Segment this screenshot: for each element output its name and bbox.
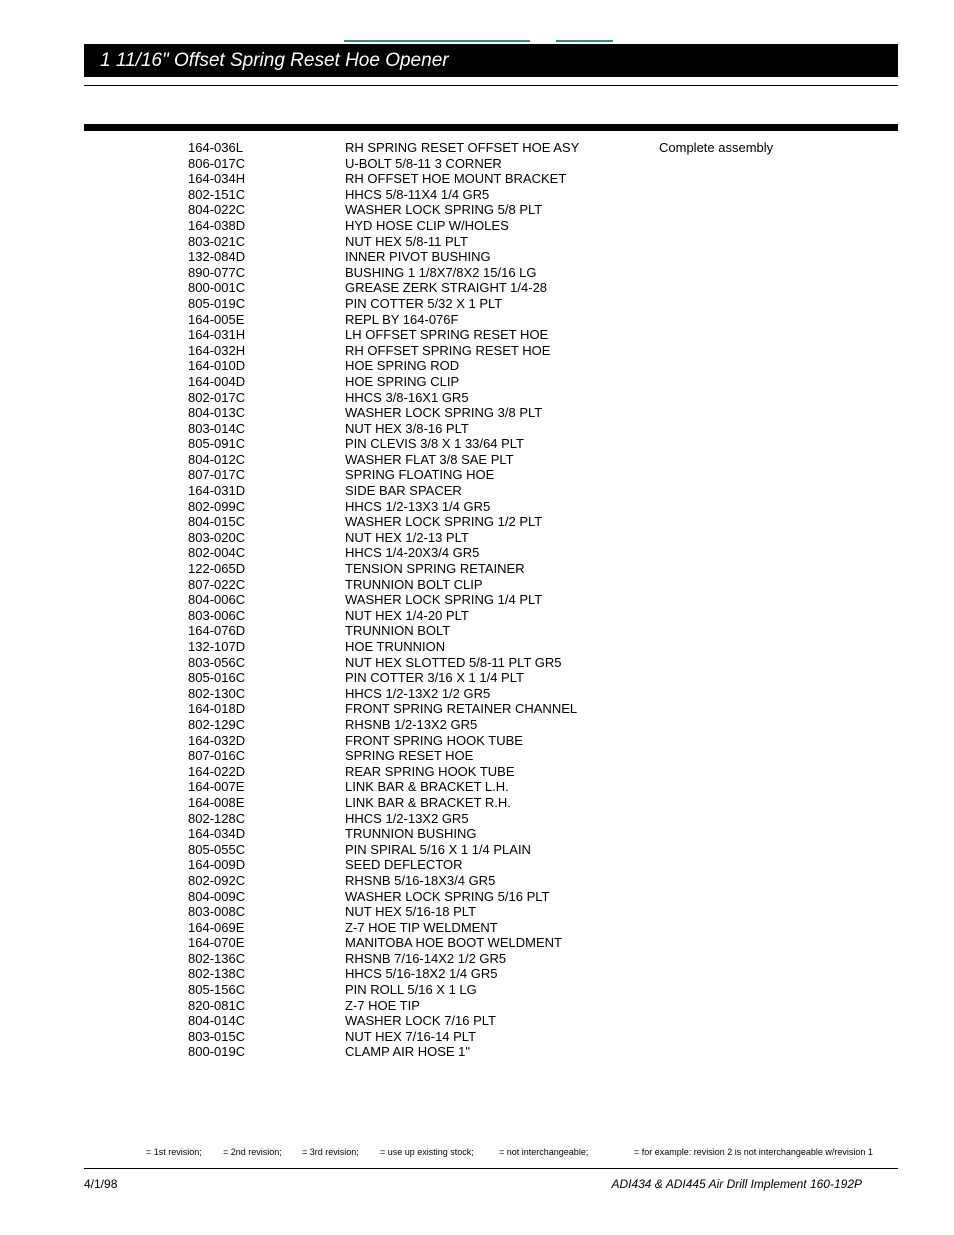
part-description: TRUNNION BUSHING xyxy=(345,826,477,842)
part-description: NUT HEX 1/4-20 PLT xyxy=(345,607,469,623)
part-description: HOE SPRING ROD xyxy=(345,358,460,374)
table-row xyxy=(0,312,954,328)
part-number: 164-031H xyxy=(188,327,246,343)
table-row xyxy=(0,421,954,437)
part-number: 804-012C xyxy=(188,451,246,467)
part-number: 802-130C xyxy=(188,685,246,701)
part-description: LH OFFSET SPRING RESET HOE xyxy=(345,327,549,343)
part-description: FRONT SPRING HOOK TUBE xyxy=(345,732,523,748)
part-description: RHSNB 5/16-18X3/4 GR5 xyxy=(345,872,496,888)
part-description: NUT HEX SLOTTED 5/8-11 PLT GR5 xyxy=(345,654,562,670)
table-row xyxy=(0,483,954,499)
table-row xyxy=(0,826,954,842)
table-row xyxy=(0,623,954,639)
table-row xyxy=(0,218,954,234)
part-description: GREASE ZERK STRAIGHT 1/4-28 xyxy=(345,280,548,296)
table-row xyxy=(0,748,954,764)
part-description: REPL BY 164-076F xyxy=(345,311,459,327)
part-number: 164-018D xyxy=(188,701,246,717)
part-description: HHCS 1/2-13X3 1/4 GR5 xyxy=(345,498,491,514)
part-number: 164-038D xyxy=(188,217,246,233)
table-row xyxy=(0,1029,954,1045)
table-row xyxy=(0,701,954,717)
table-row xyxy=(0,686,954,702)
part-number: 803-020C xyxy=(188,529,246,545)
part-description: INNER PIVOT BUSHING xyxy=(345,249,491,265)
table-row xyxy=(0,873,954,889)
part-number: 804-013C xyxy=(188,405,246,421)
table-row xyxy=(0,296,954,312)
part-number: 802-128C xyxy=(188,810,246,826)
top-nav-link-1[interactable] xyxy=(344,40,530,42)
part-number: 164-008E xyxy=(188,794,245,810)
table-row xyxy=(0,140,954,156)
table-row xyxy=(0,374,954,390)
table-row xyxy=(0,343,954,359)
parts-list xyxy=(0,140,954,1060)
table-row xyxy=(0,514,954,530)
table-row xyxy=(0,920,954,936)
part-description: PIN CLEVIS 3/8 X 1 33/64 PLT xyxy=(345,436,524,452)
table-row xyxy=(0,592,954,608)
table-row xyxy=(0,202,954,218)
part-number: 804-014C xyxy=(188,1013,246,1029)
part-number: 804-022C xyxy=(188,202,246,218)
part-number: 800-019C xyxy=(188,1044,246,1060)
part-description: RH OFFSET HOE MOUNT BRACKET xyxy=(345,171,567,187)
part-number: 807-016C xyxy=(188,748,246,764)
table-row xyxy=(0,998,954,1014)
legend-item-1st-revision: = 1st revision; xyxy=(146,1147,202,1157)
table-row xyxy=(0,966,954,982)
part-description: CLAMP AIR HOSE 1" xyxy=(345,1044,471,1060)
part-number: 806-017C xyxy=(188,155,246,171)
part-description: HHCS 5/16-18X2 1/4 GR5 xyxy=(345,966,498,982)
table-row xyxy=(0,577,954,593)
table-row xyxy=(0,951,954,967)
part-number: 802-138C xyxy=(188,966,246,982)
part-description: FRONT SPRING RETAINER CHANNEL xyxy=(345,701,578,717)
part-description: RHSNB 1/2-13X2 GR5 xyxy=(345,716,478,732)
part-number: 807-022C xyxy=(188,576,246,592)
part-description: HHCS 3/8-16X1 GR5 xyxy=(345,389,469,405)
part-number: 820-081C xyxy=(188,997,246,1013)
part-number: 802-136C xyxy=(188,950,246,966)
part-description: TENSION SPRING RETAINER xyxy=(345,561,525,577)
part-description: NUT HEX 5/16-18 PLT xyxy=(345,904,477,920)
part-description: WASHER LOCK SPRING 1/4 PLT xyxy=(345,592,543,608)
part-number: 802-092C xyxy=(188,872,246,888)
table-row xyxy=(0,935,954,951)
table-row xyxy=(0,405,954,421)
part-description: HHCS 1/4-20X3/4 GR5 xyxy=(345,545,480,561)
table-row xyxy=(0,234,954,250)
legend-item-example: = for example: revision 2 is not interchangeable w/revision 1 xyxy=(634,1147,873,1157)
part-description: SPRING RESET HOE xyxy=(345,748,474,764)
part-number: 802-151C xyxy=(188,186,246,202)
part-description: PIN SPIRAL 5/16 X 1 1/4 PLAIN xyxy=(345,841,531,857)
revision-legend xyxy=(0,1146,954,1160)
part-number: 804-015C xyxy=(188,514,246,530)
part-number: 164-032H xyxy=(188,342,246,358)
part-description: REAR SPRING HOOK TUBE xyxy=(345,763,515,779)
table-row xyxy=(0,561,954,577)
table-row xyxy=(0,795,954,811)
part-number: 807-017C xyxy=(188,467,246,483)
part-description: NUT HEX 7/16-14 PLT xyxy=(345,1028,477,1044)
part-description: TRUNNION BOLT xyxy=(345,623,451,639)
part-description: PIN ROLL 5/16 X 1 LG xyxy=(345,982,477,998)
part-description: PIN COTTER 5/32 X 1 PLT xyxy=(345,295,503,311)
part-description: HOE TRUNNION xyxy=(345,639,446,654)
table-row xyxy=(0,733,954,749)
table-row xyxy=(0,499,954,515)
part-number: 803-014C xyxy=(188,420,246,436)
part-description: MANITOBA HOE BOOT WELDMENT xyxy=(345,935,562,951)
parts-list-top-rule xyxy=(84,124,898,131)
table-row xyxy=(0,842,954,858)
part-number: 802-004C xyxy=(188,545,246,561)
part-description: LINK BAR & BRACKET L.H. xyxy=(345,779,509,795)
part-description: NUT HEX 1/2-13 PLT xyxy=(345,529,469,545)
table-row xyxy=(0,889,954,905)
part-number: 804-006C xyxy=(188,592,246,608)
table-row xyxy=(0,1044,954,1060)
part-description: WASHER FLAT 3/8 SAE PLT xyxy=(345,451,514,467)
part-description: Z-7 HOE TIP xyxy=(345,997,420,1013)
part-number: 164-031D xyxy=(188,483,246,499)
page-title: 1 11/16" Offset Spring Reset Hoe Opener xyxy=(100,50,449,71)
part-number: 805-016C xyxy=(188,670,246,686)
part-number: 802-129C xyxy=(188,716,246,732)
part-number: 805-156C xyxy=(188,982,246,998)
legend-item-not-interchangeable: = not interchangeable; xyxy=(499,1147,589,1157)
table-row xyxy=(0,156,954,172)
table-row xyxy=(0,779,954,795)
table-row xyxy=(0,452,954,468)
part-number: 164-036L xyxy=(188,140,243,155)
part-number: 164-034D xyxy=(188,826,246,842)
part-number: 164-022D xyxy=(188,763,246,779)
part-number: 164-069E xyxy=(188,919,245,935)
table-row xyxy=(0,187,954,203)
part-number: 803-015C xyxy=(188,1028,246,1044)
part-number: 164-032D xyxy=(188,732,246,748)
table-row xyxy=(0,639,954,655)
table-row xyxy=(0,467,954,483)
part-number: 164-034H xyxy=(188,171,246,187)
part-number: 805-091C xyxy=(188,436,246,452)
part-description: HYD HOSE CLIP W/HOLES xyxy=(345,217,509,233)
part-description: HHCS 5/8-11X4 1/4 GR5 xyxy=(345,186,490,202)
table-row xyxy=(0,655,954,671)
part-description: NUT HEX 5/8-11 PLT xyxy=(345,233,468,249)
part-description: RHSNB 7/16-14X2 1/2 GR5 xyxy=(345,950,507,966)
part-number: 164-009D xyxy=(188,857,246,873)
footer-date: 4/1/98 xyxy=(84,1177,118,1191)
part-number: 803-006C xyxy=(188,607,246,623)
part-description: SEED DEFLECTOR xyxy=(345,857,463,873)
part-description: LINK BAR & BRACKET R.H. xyxy=(345,794,511,810)
table-row xyxy=(0,436,954,452)
part-number: 164-005E xyxy=(188,311,245,327)
table-row xyxy=(0,249,954,265)
part-number: 164-007E xyxy=(188,779,245,795)
legend-item-3rd-revision: = 3rd revision; xyxy=(302,1147,359,1157)
part-number: 804-009C xyxy=(188,888,246,904)
table-row xyxy=(0,390,954,406)
part-description: SIDE BAR SPACER xyxy=(345,483,462,499)
part-number: 132-107D xyxy=(188,639,246,654)
table-row xyxy=(0,857,954,873)
part-description: WASHER LOCK SPRING 3/8 PLT xyxy=(345,405,543,421)
part-number: 800-001C xyxy=(188,280,246,296)
part-number: 802-099C xyxy=(188,498,246,514)
part-description: HHCS 1/2-13X2 GR5 xyxy=(345,810,469,826)
part-number: 803-008C xyxy=(188,904,246,920)
part-description: HOE SPRING CLIP xyxy=(345,373,460,389)
part-description: U-BOLT 5/8-11 3 CORNER xyxy=(345,155,502,171)
table-row xyxy=(0,545,954,561)
part-number: 122-065D xyxy=(188,561,246,577)
table-row xyxy=(0,717,954,733)
part-description: WASHER LOCK 7/16 PLT xyxy=(345,1013,496,1029)
part-number: 164-076D xyxy=(188,623,246,639)
part-number: 132-084D xyxy=(188,249,246,265)
table-row xyxy=(0,280,954,296)
part-description: WASHER LOCK SPRING 5/16 PLT xyxy=(345,888,550,904)
part-description: SPRING FLOATING HOE xyxy=(345,467,495,483)
part-number: 803-021C xyxy=(188,233,246,249)
header-divider xyxy=(84,85,898,86)
part-description: WASHER LOCK SPRING 1/2 PLT xyxy=(345,514,543,530)
top-nav-link-2[interactable] xyxy=(556,40,613,42)
legend-item-2nd-revision: = 2nd revision; xyxy=(223,1147,282,1157)
table-row xyxy=(0,265,954,281)
part-description: RH OFFSET SPRING RESET HOE xyxy=(345,342,551,358)
table-row xyxy=(0,358,954,374)
table-row xyxy=(0,327,954,343)
part-description: RH SPRING RESET OFFSET HOE ASY xyxy=(345,140,580,155)
part-number: 164-010D xyxy=(188,358,246,374)
table-row xyxy=(0,764,954,780)
footer-divider xyxy=(84,1168,898,1169)
table-row xyxy=(0,1013,954,1029)
part-description: PIN COTTER 3/16 X 1 1/4 PLT xyxy=(345,670,524,686)
part-description: HHCS 1/2-13X2 1/2 GR5 xyxy=(345,685,491,701)
part-description: BUSHING 1 1/8X7/8X2 15/16 LG xyxy=(345,264,537,280)
table-row xyxy=(0,982,954,998)
part-description: TRUNNION BOLT CLIP xyxy=(345,576,483,592)
part-number: 805-019C xyxy=(188,295,246,311)
part-number: 890-077C xyxy=(188,264,246,280)
table-row xyxy=(0,171,954,187)
table-row xyxy=(0,670,954,686)
part-number: 164-004D xyxy=(188,373,246,389)
part-description: Z-7 HOE TIP WELDMENT xyxy=(345,919,498,935)
part-number: 802-017C xyxy=(188,389,246,405)
footer-document-title: ADI434 & ADI445 Air Drill Implement 160-192P xyxy=(611,1177,862,1191)
table-row xyxy=(0,530,954,546)
part-number: 803-056C xyxy=(188,654,246,670)
legend-item-use-up-stock: = use up existing stock; xyxy=(380,1147,474,1157)
table-row xyxy=(0,811,954,827)
part-number: 805-055C xyxy=(188,841,246,857)
table-row xyxy=(0,608,954,624)
page-title-bar xyxy=(84,44,898,77)
table-row xyxy=(0,904,954,920)
part-description: NUT HEX 3/8-16 PLT xyxy=(345,420,469,436)
part-description: WASHER LOCK SPRING 5/8 PLT xyxy=(345,202,543,218)
part-number: 164-070E xyxy=(188,935,245,951)
part-note: Complete assembly xyxy=(659,140,774,155)
